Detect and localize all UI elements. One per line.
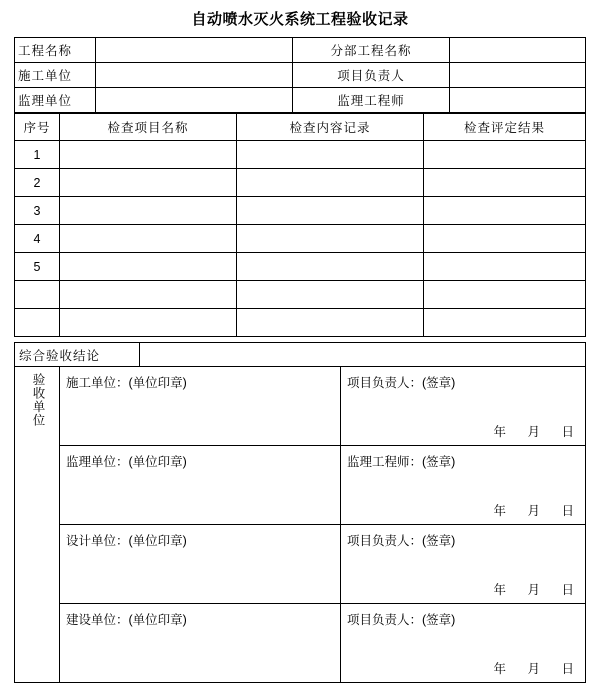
cell-result[interactable]: [424, 253, 586, 281]
cell-item[interactable]: [60, 225, 237, 253]
cell-item[interactable]: [60, 169, 237, 197]
date-line: [477, 501, 575, 519]
table-row: [15, 309, 586, 337]
cell-no: 5: [15, 253, 60, 281]
column-header-record: 检查内容记录: [237, 114, 424, 141]
date-day: 日: [561, 662, 575, 676]
table-header-row: [15, 114, 586, 141]
inspection-table: [14, 113, 586, 337]
conclusion-section: [14, 342, 586, 683]
field-label-division-name: 分部工程名称: [293, 38, 450, 63]
conclusion-value[interactable]: [140, 343, 585, 366]
date-line: [477, 659, 575, 677]
cell-no: 3: [15, 197, 60, 225]
field-label-project-name: 工程名称: [15, 38, 96, 63]
field-label-supervision-engineer: 监理工程师: [293, 88, 450, 113]
acceptance-person-label: 监理工程师：(签章): [347, 455, 456, 469]
acceptance-person-label: 项目负责人：(签章): [347, 613, 456, 627]
cell-record[interactable]: [237, 225, 424, 253]
field-value-supervision-engineer[interactable]: [450, 88, 586, 113]
cell-no: [15, 309, 60, 337]
cell-item[interactable]: [60, 253, 237, 281]
acceptance-person-label: 项目负责人：(签章): [347, 376, 456, 390]
cell-result[interactable]: [424, 225, 586, 253]
cell-result[interactable]: [424, 309, 586, 337]
header-info-table: [14, 37, 586, 113]
table-row: [15, 38, 586, 63]
cell-item[interactable]: [60, 141, 237, 169]
date-month: 月: [527, 425, 541, 439]
acceptance-person-supervision[interactable]: [341, 446, 586, 525]
cell-no: 2: [15, 169, 60, 197]
acceptance-person-construction[interactable]: [341, 367, 586, 446]
date-line: [477, 422, 575, 440]
cell-record[interactable]: [237, 309, 424, 337]
table-row: [15, 225, 586, 253]
acceptance-table: [14, 366, 586, 683]
cell-result[interactable]: [424, 141, 586, 169]
acceptance-unit-supervision[interactable]: 监理单位：(单位印章): [60, 446, 341, 525]
table-row: [15, 281, 586, 309]
cell-record[interactable]: [237, 197, 424, 225]
date-month: 月: [527, 583, 541, 597]
cell-record[interactable]: [237, 141, 424, 169]
date-year: 年: [493, 425, 507, 439]
field-value-supervision-unit[interactable]: [96, 88, 293, 113]
table-row: [15, 141, 586, 169]
acceptance-unit-owner[interactable]: 建设单位：(单位印章): [60, 604, 341, 683]
conclusion-label: 综合验收结论: [15, 343, 140, 366]
date-day: 日: [561, 504, 575, 518]
acceptance-side-label-text: 验收单位: [31, 373, 45, 427]
cell-item[interactable]: [60, 281, 237, 309]
table-row: [15, 525, 586, 604]
field-value-project-name[interactable]: [96, 38, 293, 63]
conclusion-header-row: [14, 342, 586, 366]
date-month: 月: [527, 504, 541, 518]
date-line: [477, 580, 575, 598]
field-label-supervision-unit: 监理单位: [15, 88, 96, 113]
date-month: 月: [527, 662, 541, 676]
cell-result[interactable]: [424, 197, 586, 225]
table-row: [15, 197, 586, 225]
cell-no: 4: [15, 225, 60, 253]
column-header-result: 检查评定结果: [424, 114, 586, 141]
date-day: 日: [561, 425, 575, 439]
acceptance-person-label: 项目负责人：(签章): [347, 534, 456, 548]
table-row: [15, 88, 586, 113]
cell-record[interactable]: [237, 253, 424, 281]
cell-no: [15, 281, 60, 309]
table-row: [15, 604, 586, 683]
date-year: 年: [493, 504, 507, 518]
table-row: [15, 253, 586, 281]
table-row: [15, 446, 586, 525]
cell-result[interactable]: [424, 281, 586, 309]
acceptance-person-design[interactable]: [341, 525, 586, 604]
acceptance-side-label: [15, 367, 60, 683]
acceptance-unit-design[interactable]: 设计单位：(单位印章): [60, 525, 341, 604]
field-label-project-manager: 项目负责人: [293, 63, 450, 88]
cell-result[interactable]: [424, 169, 586, 197]
field-value-construction-unit[interactable]: [96, 63, 293, 88]
acceptance-unit-construction[interactable]: 施工单位：(单位印章): [60, 367, 341, 446]
table-row: [15, 367, 586, 446]
column-header-no: 序号: [15, 114, 60, 141]
date-year: 年: [493, 583, 507, 597]
table-row: [15, 169, 586, 197]
column-header-item: 检查项目名称: [60, 114, 237, 141]
cell-record[interactable]: [237, 169, 424, 197]
field-label-construction-unit: 施工单位: [15, 63, 96, 88]
page-title: 自动喷水灭火系统工程验收记录: [191, 11, 409, 28]
cell-record[interactable]: [237, 281, 424, 309]
table-row: [15, 63, 586, 88]
date-day: 日: [561, 583, 575, 597]
cell-item[interactable]: [60, 197, 237, 225]
field-value-division-name[interactable]: [450, 38, 586, 63]
field-value-project-manager[interactable]: [450, 63, 586, 88]
date-year: 年: [493, 662, 507, 676]
acceptance-person-owner[interactable]: [341, 604, 586, 683]
cell-item[interactable]: [60, 309, 237, 337]
cell-no: 1: [15, 141, 60, 169]
